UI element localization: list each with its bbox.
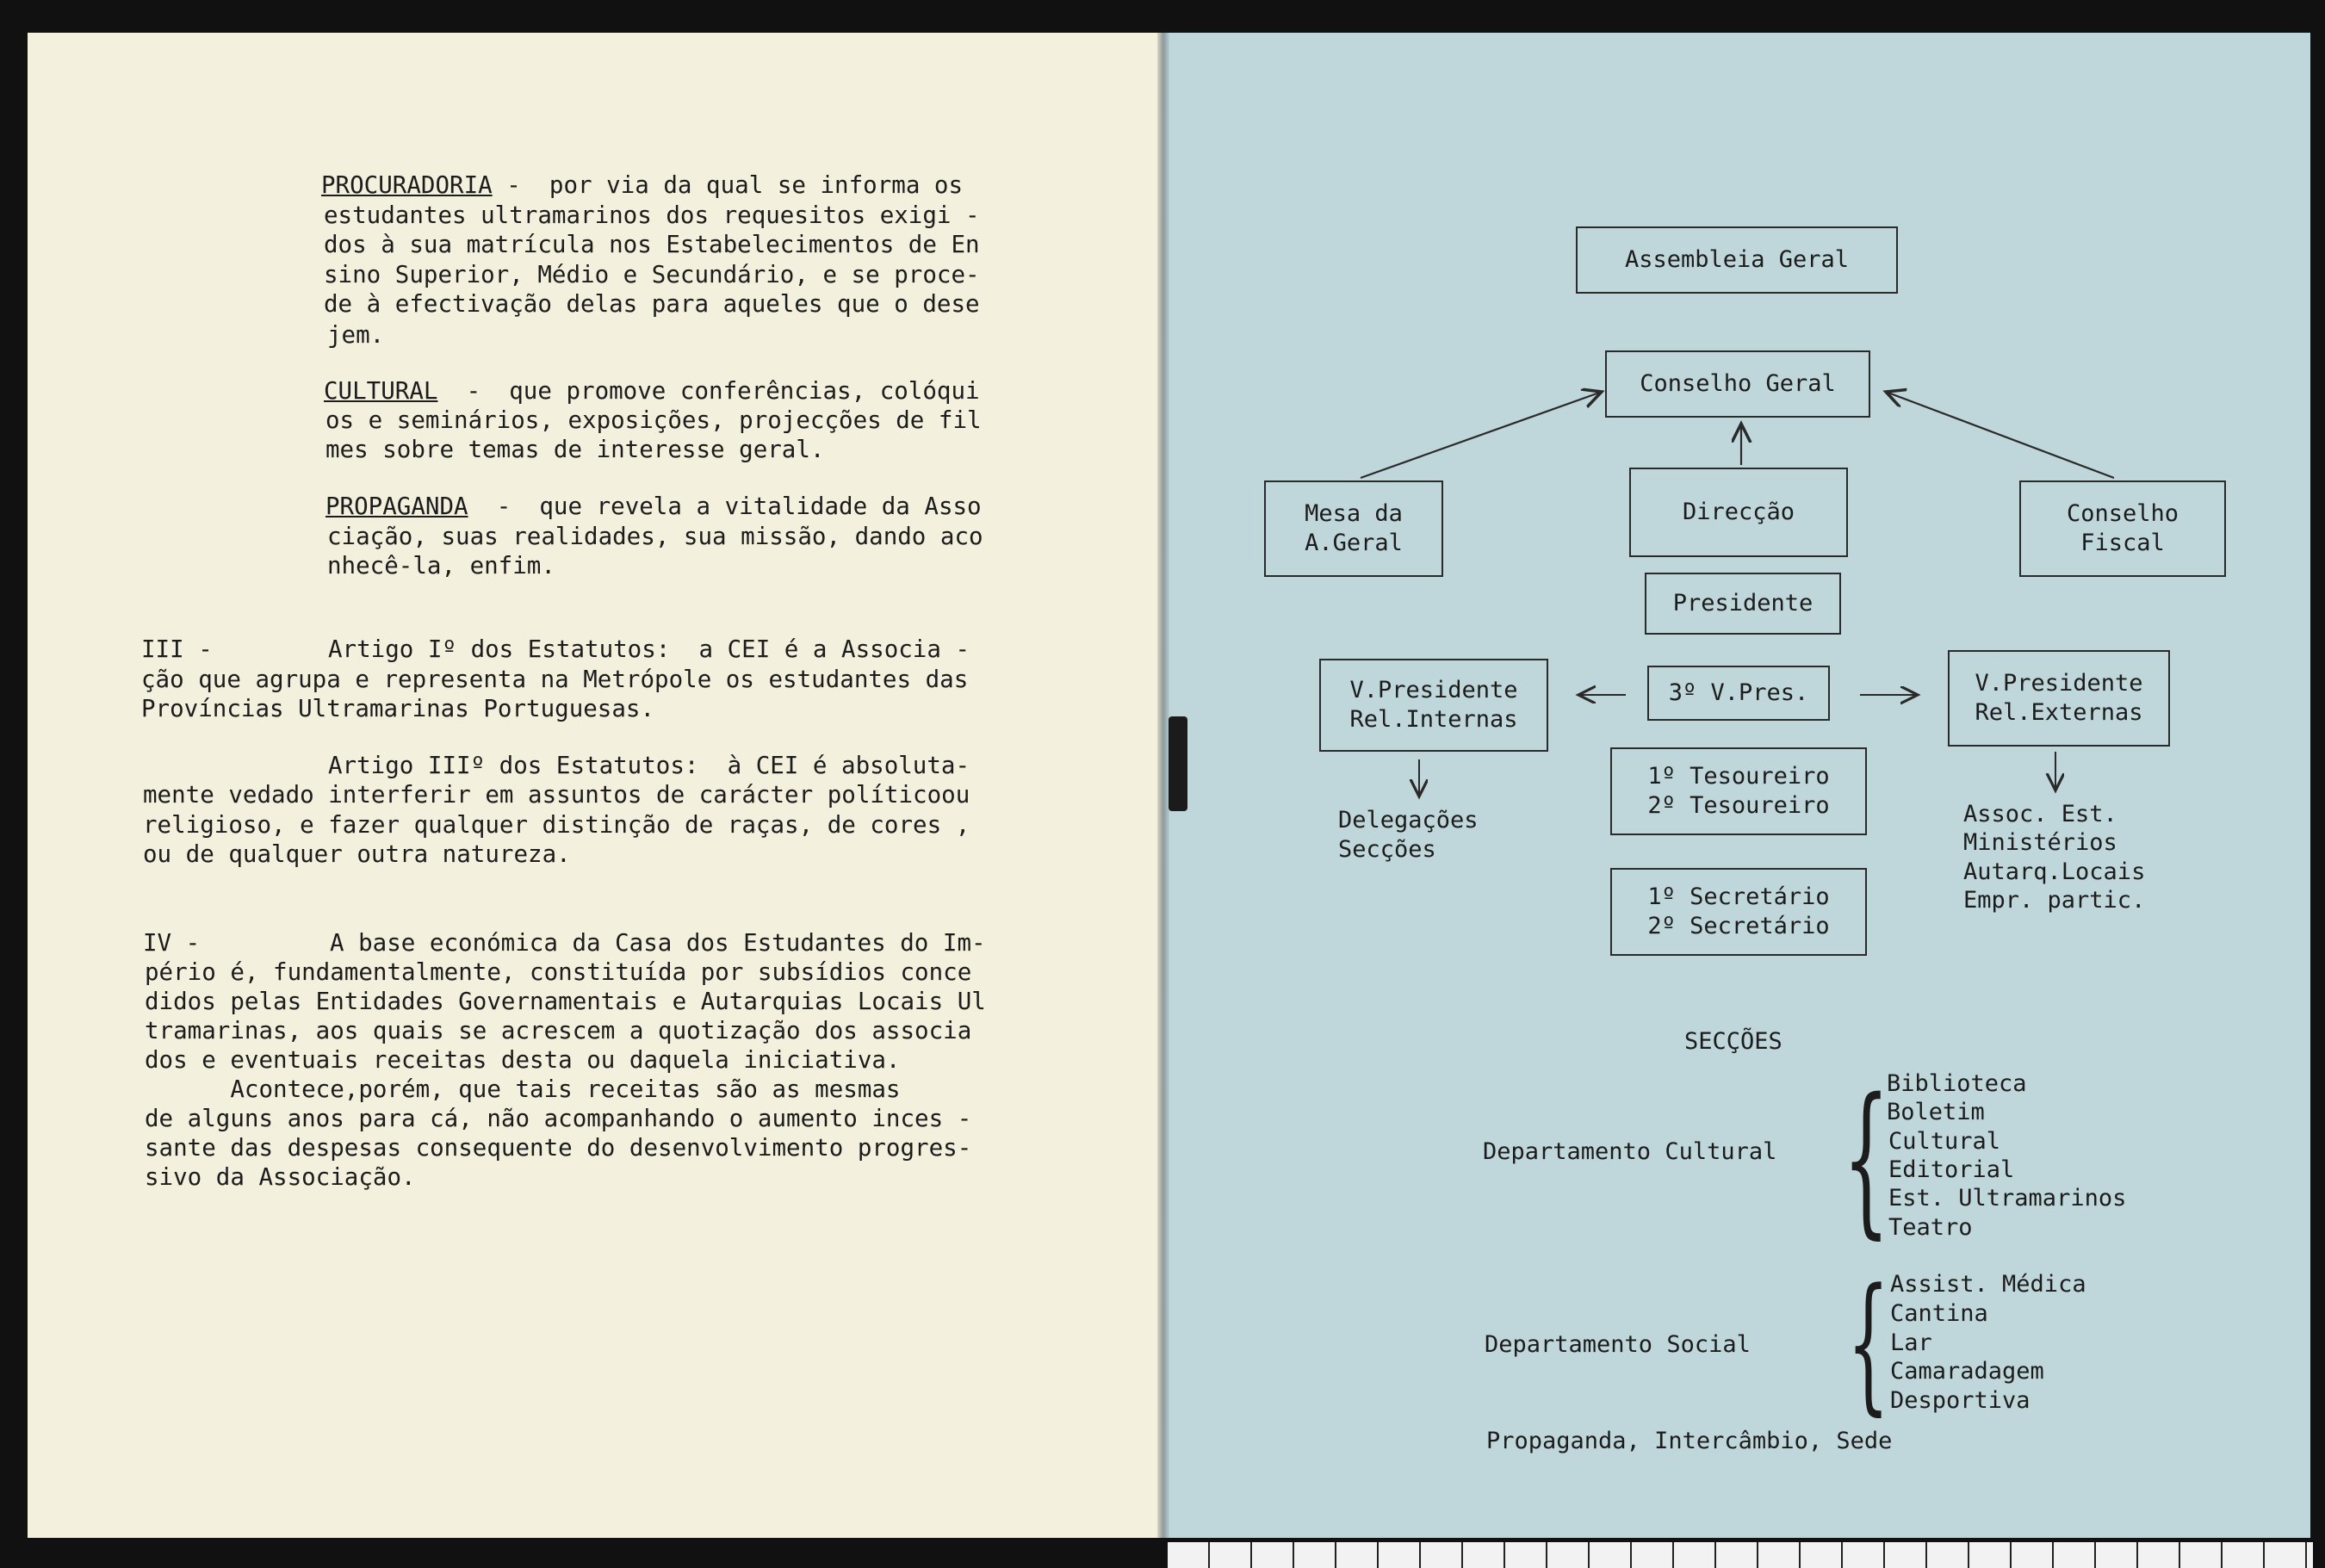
cultural-line-1: os e seminários, exposições, projecções de fil <box>326 406 982 434</box>
propaganda-line-0: - que revela a vitalidade da Asso <box>468 493 982 520</box>
box-conselho-fiscal: Conselho Fiscal <box>2019 480 2226 577</box>
cultural-item-3: Editorial <box>1888 1156 2015 1183</box>
procuradoria-line-5: jem. <box>327 321 385 349</box>
section-iv-line-0: A base económica da Casa dos Estudantes do Im- <box>330 929 986 957</box>
section-iii-line-1: ção que agrupa e representa na Metrópole os estudantes das <box>141 666 969 693</box>
box-vp-externas: V.Presidente Rel.Externas <box>1948 650 2170 747</box>
social-item-1: Cantina <box>1890 1300 1988 1327</box>
procuradoria-line-1: estudantes ultramarinos dos requesitos exigi - <box>324 201 980 229</box>
internas-item-1: Secções <box>1338 836 1436 863</box>
section-iv-line-1: pério é, fundamentalmente, constituída por subsídios conce <box>145 958 972 986</box>
box-presidente: Presidente <box>1645 573 1841 635</box>
cultural-item-4: Est. Ultramarinos <box>1888 1185 2127 1212</box>
measurement-ruler <box>1168 1542 2313 1568</box>
seccoes-footer: Propaganda, Intercâmbio, Sede <box>1486 1428 1893 1454</box>
propaganda-line-2: nhecê-la, enfim. <box>327 552 555 579</box>
cultural-item-1: Boletim <box>1887 1099 1985 1125</box>
section-iv-line-7: sante das despesas consequente do desenvolvimento progres- <box>145 1134 972 1162</box>
seccoes-title: SECÇÕES <box>1684 1028 1782 1055</box>
propaganda-term: PROPAGANDA <box>326 493 468 520</box>
box-vp-internas: V.Presidente Rel.Internas <box>1319 659 1548 752</box>
section-iii-line-0: Artigo Iº dos Estatutos: a CEI é a Associa - <box>328 635 970 663</box>
externas-item-0: Assoc. Est. <box>1963 801 2117 827</box>
cultural-item-0: Biblioteca <box>1887 1070 2027 1097</box>
box-tesoureiros: 1º Tesoureiro 2º Tesoureiro <box>1610 747 1867 835</box>
social-item-4: Desportiva <box>1890 1387 2031 1414</box>
box-assembleia-geral: Assembleia Geral <box>1576 226 1898 294</box>
procuradoria-term: PROCURADORIA <box>321 171 493 199</box>
social-item-3: Camaradagem <box>1890 1358 2044 1385</box>
procuradoria-line-4: de à efectivação delas para aqueles que o dese <box>324 290 980 318</box>
arrow-mesa-to-conselho <box>1361 392 1602 478</box>
section-iii-line2-3: ou de qualquer outra natureza. <box>143 840 571 868</box>
box-mesa-geral: Mesa da A.Geral <box>1264 480 1443 577</box>
cultural-term: CULTURAL <box>324 377 438 405</box>
externas-item-2: Autarq.Locais <box>1963 858 2146 885</box>
procuradoria-line-3: sino Superior, Médio e Secundário, e se proce- <box>324 261 980 288</box>
box-vp3: 3º V.Pres. <box>1647 666 1830 721</box>
section-iii-numeral: III - <box>141 635 213 663</box>
section-iv-line-8: sivo da Associação. <box>145 1163 416 1191</box>
box-direccao: Direcção <box>1629 468 1848 557</box>
section-iii-line2-2: religioso, e fazer qualquer distinção de raças, de cores , <box>143 811 970 839</box>
cultural-item-2: Cultural <box>1888 1128 2001 1155</box>
social-brace: { <box>1847 1256 1890 1429</box>
procuradoria-line-0: - por via da qual se informa os <box>492 171 964 199</box>
dept-social-label: Departamento Social <box>1485 1331 1751 1358</box>
section-iii-line2-0: Artigo IIIº dos Estatutos: à CEI é absoluta- <box>328 752 970 779</box>
cultural-item-5: Teatro <box>1888 1214 1973 1241</box>
section-iv-line-5: Acontece,porém, que tais receitas são as mesmas <box>145 1075 901 1103</box>
cultural-brace: { <box>1843 1063 1890 1254</box>
internas-item-0: Delegações <box>1338 807 1479 834</box>
section-iv-line-6: de alguns anos para cá, não acompanhando o aumento inces - <box>145 1105 972 1132</box>
cultural-line-0: - que promove conferências, colóqui <box>437 377 980 405</box>
box-conselho-geral: Conselho Geral <box>1605 350 1870 418</box>
section-iv-line-3: tramarinas, aos quais se acrescem a quotização dos associa <box>145 1017 972 1044</box>
section-iv-line-4: dos e eventuais receitas desta ou daquela iniciativa. <box>145 1046 901 1074</box>
section-iii-line2-1: mente vedado interferir em assuntos de carácter políticoou <box>143 781 970 809</box>
arrow-fiscal-to-conselho <box>1886 392 2114 478</box>
section-iv-line-2: didos pelas Entidades Governamentais e Autarquias Locais Ul <box>145 988 986 1015</box>
externas-item-1: Ministérios <box>1963 829 2117 856</box>
propaganda-line-1: ciação, suas realidades, sua missão, dando aco <box>327 523 983 550</box>
section-iv-numeral: IV - <box>143 929 201 957</box>
social-item-0: Assist. Médica <box>1890 1271 2086 1298</box>
dept-cultural-label: Departamento Cultural <box>1483 1138 1777 1165</box>
box-secretarios: 1º Secretário 2º Secretário <box>1610 868 1867 956</box>
social-item-2: Lar <box>1890 1329 1932 1356</box>
section-iii-line-2: Províncias Ultramarinas Portuguesas. <box>141 695 655 722</box>
externas-item-3: Empr. partic. <box>1963 887 2146 914</box>
cultural-line-2: mes sobre temas de interesse geral. <box>326 436 825 463</box>
procuradoria-line-2: dos à sua matrícula nos Estabelecimentos de En <box>324 231 980 258</box>
